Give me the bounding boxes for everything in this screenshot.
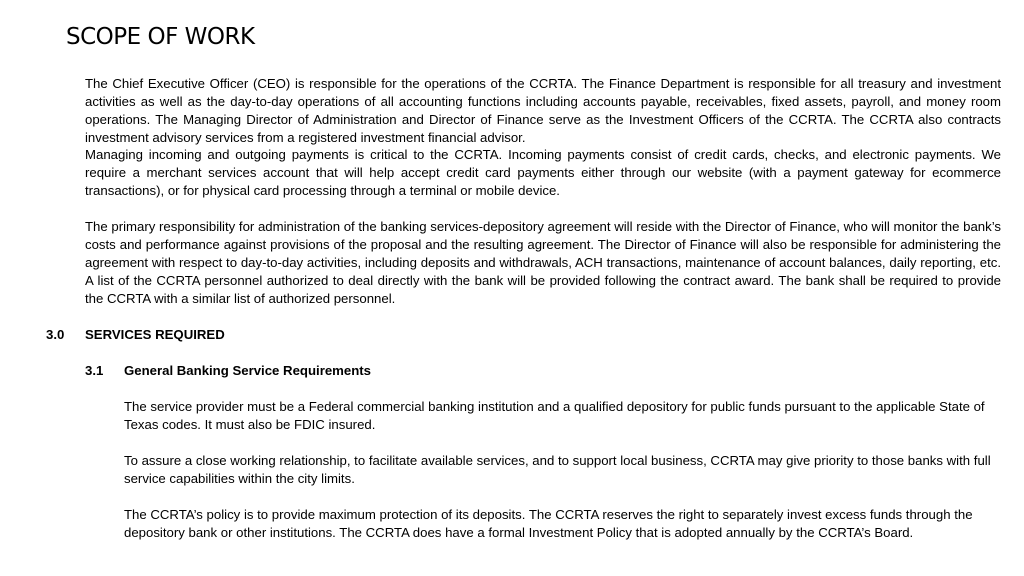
paragraph-working-relationship: To assure a close working relationship, to facilitate available services, and to support local business, CCRTA may give priority to those banks with full service capabilities within the city limits. <box>124 453 991 486</box>
paragraph-ceo-responsibilities: The Chief Executive Officer (CEO) is responsible for the operations of the CCRTA. The Finance Department is responsible for all treasury and investment activities as well as the day-to-day operations of all accounting functions including accounts payable, receivables, fixed assets, payroll, and money room operations. The Managing Director of Administration and Director of Finance serve as the Investment Officers of the CCRTA. The CCRTA also contracts investment advisory services from a registered investment financial advisor. <box>85 76 1001 145</box>
subsection-number: 3.1 <box>85 363 104 378</box>
paragraph-payments: Managing incoming and outgoing payments is critical to the CCRTA. Incoming payments consist of credit cards, checks, and electronic payments. We require a merchant services account that will help accept credit card payments either through our website (with a payment gateway for ecommerce transactions), or for physical card processing through a terminal or mobile device. <box>85 147 1001 198</box>
paragraph-deposit-policy: The CCRTA’s policy is to provide maximum protection of its deposits. The CCRTA reserves the right to separately invest excess funds through the depository bank or other institutions. The CCRTA does have a formal Investment Policy that is adopted annually by the CCRTA’s Board. <box>124 507 973 540</box>
paragraph-administration: The primary responsibility for administration of the banking services-depository agreement will reside with the Director of Finance, who will monitor the bank’s costs and performance against provisions of the proposal and the resulting agreement. The Director of Finance will also be responsible for administering the agreement with respect to day-to-day activities, including deposits and withdrawals, ACH transactions, maintenance of account balances, daily reporting, etc. A list of the CCRTA personnel authorized to deal directly with the bank will be provided following the contract award. The bank shall be required to provide the CCRTA with a similar list of authorized personnel. <box>85 219 1001 306</box>
section-number: 3.0 <box>46 327 65 342</box>
paragraph-service-provider: The service provider must be a Federal commercial banking institution and a qualified depository for public funds pursuant to the applicable State of Texas codes. It must also be FDIC insured. <box>124 399 985 432</box>
section-title: SERVICES REQUIRED <box>85 327 225 342</box>
subsection-title: General Banking Service Requirements <box>124 363 371 378</box>
page-title: SCOPE OF WORK <box>66 24 255 50</box>
